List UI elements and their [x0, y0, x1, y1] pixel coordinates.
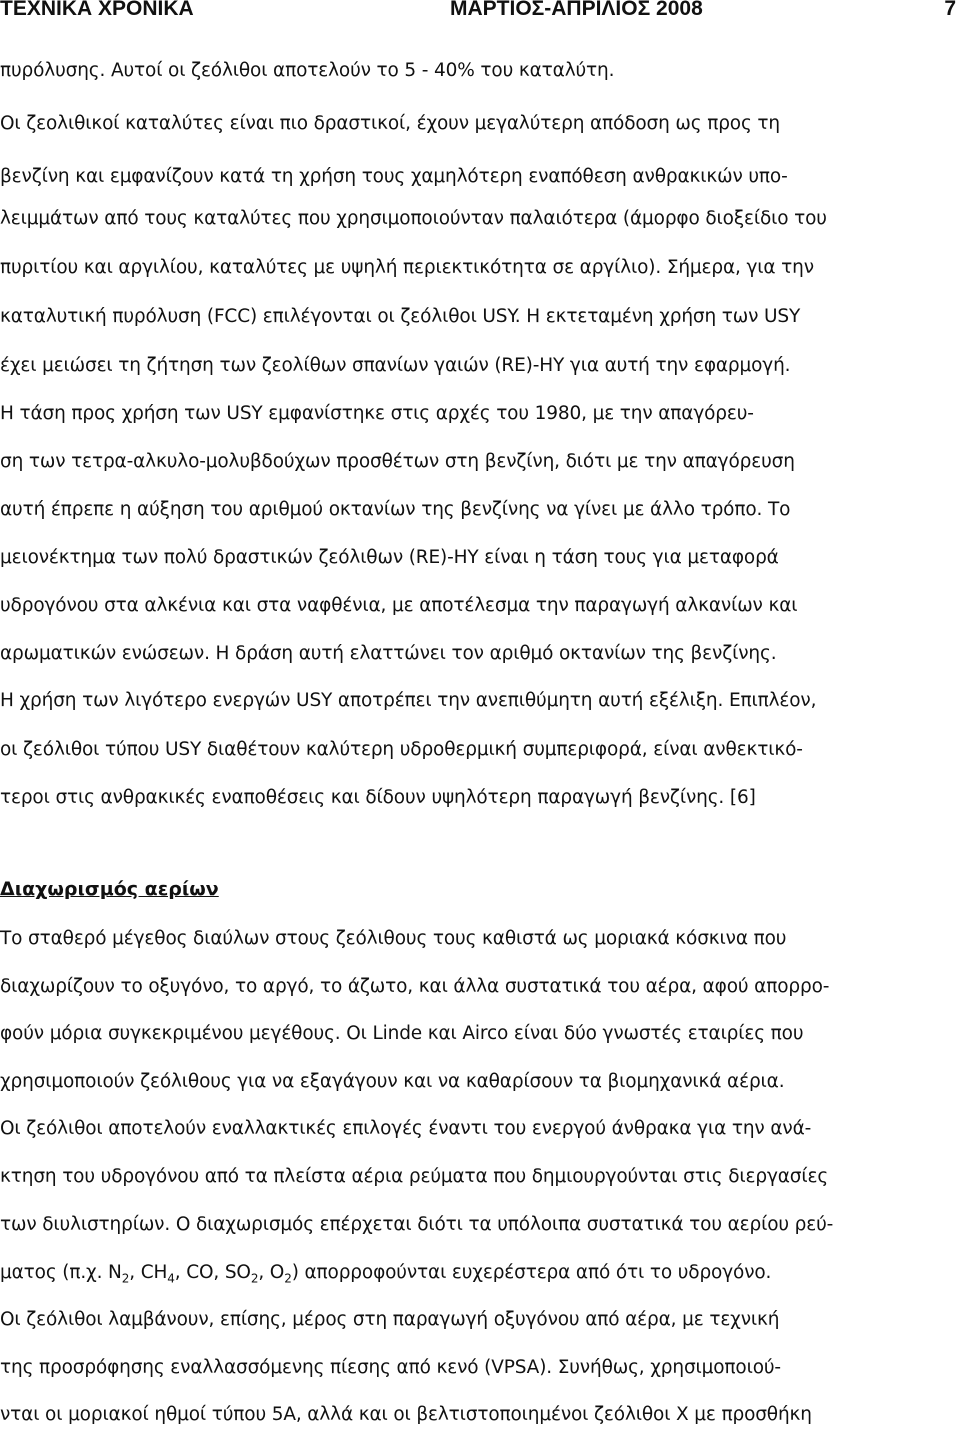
text-line: φούν μόρια συγκεκριμένου μεγέθους. Οι Linde και Airco είναι δύο γνωστές εταιρίες που [0, 1023, 804, 1044]
text-line: χρησιμοποιούν ζεόλιθους για να εξαγάγουν και να καθαρίσουν τα βιομηχανικά αέρια. [0, 1071, 785, 1092]
formula-text: , CO, SO [174, 1262, 251, 1283]
text-line: έχει μειώσει τη ζήτηση των ζεολίθων σπανίων γαιών (RE)-HY για αυτή την εφαρμογή. [0, 355, 791, 376]
page-number: 7 [944, 0, 956, 20]
text-line: πυρόλυσης. Αυτοί οι ζεόλιθοι αποτελούν το 5 - 40% του καταλύτη. [0, 60, 615, 81]
text-line: νται οι μοριακοί ηθμοί τύπου 5A, αλλά και οι βελτιστοποιημένοι ζεόλιθοι X με προσθήκη [0, 1404, 812, 1425]
text-line: βενζίνη και εμφανίζουν κατά τη χρήση τους χαμηλότερη εναπόθεση ανθρακικών υπο- [0, 166, 788, 187]
text-line: πυριτίου και αργιλίου, καταλύτες με υψηλή περιεκτικότητα σε αργίλιο). Σήμερα, για την [0, 257, 814, 278]
formula-text: ματος (π.χ. N [0, 1262, 122, 1283]
text-line: οι ζεόλιθοι τύπου USY διαθέτουν καλύτερη υδροθερμική συμπεριφορά, είναι ανθεκτικό- [0, 739, 803, 760]
subscript: 2 [284, 1271, 292, 1286]
subscript: 4 [167, 1271, 175, 1286]
text-line: λειμμάτων από τους καταλύτες που χρησιμοποιούνταν παλαιότερα (άμορφο διοξείδιο του [0, 208, 827, 229]
text-line: αυτή έπρεπε η αύξηση του αριθμού οκτανίων της βενζίνης να γίνει με άλλο τρόπο. Το [0, 499, 791, 520]
text-line: της προσρόφησης εναλλασσόμενης πίεσης από κενό (VPSA). Συνήθως, χρησιμοποιού- [0, 1357, 781, 1378]
text-line: αρωματικών ενώσεων. Η δράση αυτή ελαττώνει τον αριθμό οκτανίων της βενζίνης. [0, 643, 777, 664]
issue-date: ΜΑΡΤΙΟΣ-ΑΠΡΙΛΙΟΣ 2008 [450, 0, 703, 20]
formula-text: ) απορροφούνται ευχερέστερα από ότι το υδρογόνο. [291, 1262, 772, 1283]
text-line: Οι ζεόλιθοι αποτελούν εναλλακτικές επιλογές έναντι του ενεργού άνθρακα για την ανά- [0, 1118, 812, 1139]
subscript: 2 [250, 1271, 259, 1286]
text-line: καταλυτική πυρόλυση (FCC) επιλέγονται οι ζεόλιθοι USY. Η εκτεταμένη χρήση των USY [0, 306, 801, 327]
text-line: Οι ζεόλιθοι λαμβάνουν, επίσης, μέρος στη παραγωγή οξυγόνου από αέρα, με τεχνική [0, 1309, 780, 1330]
text-line: Οι ζεολιθικοί καταλύτες είναι πιο δραστικοί, έχουν μεγαλύτερη απόδοση ως προς τη [0, 113, 780, 134]
text-line: Η τάση προς χρήση των USY εμφανίστηκε στις αρχές του 1980, με την απαγόρευ- [0, 403, 754, 424]
text-line: κτηση του υδρογόνου από τα πλείστα αέρια ρεύματα που δημιουργούνται στις διεργασίες [0, 1166, 829, 1187]
text-line: των διυλιστηρίων. Ο διαχωρισμός επέρχεται διότι τα υπόλοιπα συστατικά του αερίου ρεύ- [0, 1214, 834, 1235]
text-line: τεροι στις ανθρακικές εναποθέσεις και δίδουν υψηλότερη παραγωγή βενζίνης. [6] [0, 787, 756, 808]
section-heading: Διαχωρισμός αερίων [0, 878, 219, 900]
text-line: μειονέκτημα των πολύ δραστικών ζεόλιθων (RE)-HY είναι η τάση τους για μεταφορά [0, 547, 779, 568]
journal-title: ΤΕΧΝΙΚΑ ΧΡΟΝΙΚΑ [0, 0, 194, 20]
page-header [0, 0, 960, 22]
text-line: διαχωρίζουν το οξυγόνο, το αργό, το άζωτο, και άλλα συστατικά του αέρα, αφού απορρο- [0, 976, 830, 997]
subscript: 2 [121, 1271, 130, 1286]
formula-text: , O [258, 1262, 285, 1283]
text-line: Η χρήση των λιγότερο ενεργών USY αποτρέπει την ανεπιθύμητη αυτή εξέλιξη. Επιπλέον, [0, 690, 817, 711]
formula-line [0, 1261, 771, 1291]
formula-text: , CH [129, 1262, 168, 1283]
text-line: υδρογόνου στα αλκένια και στα ναφθένια, με αποτέλεσμα την παραγωγή αλκανίων και [0, 595, 798, 616]
text-line: ση των τετρα-αλκυλο-μολυβδούχων προσθέτων στη βενζίνη, διότι με την απαγόρευση [0, 451, 795, 472]
text-line: Το σταθερό μέγεθος διαύλων στους ζεόλιθους τους καθιστά ως μοριακά κόσκινα που [0, 928, 787, 949]
